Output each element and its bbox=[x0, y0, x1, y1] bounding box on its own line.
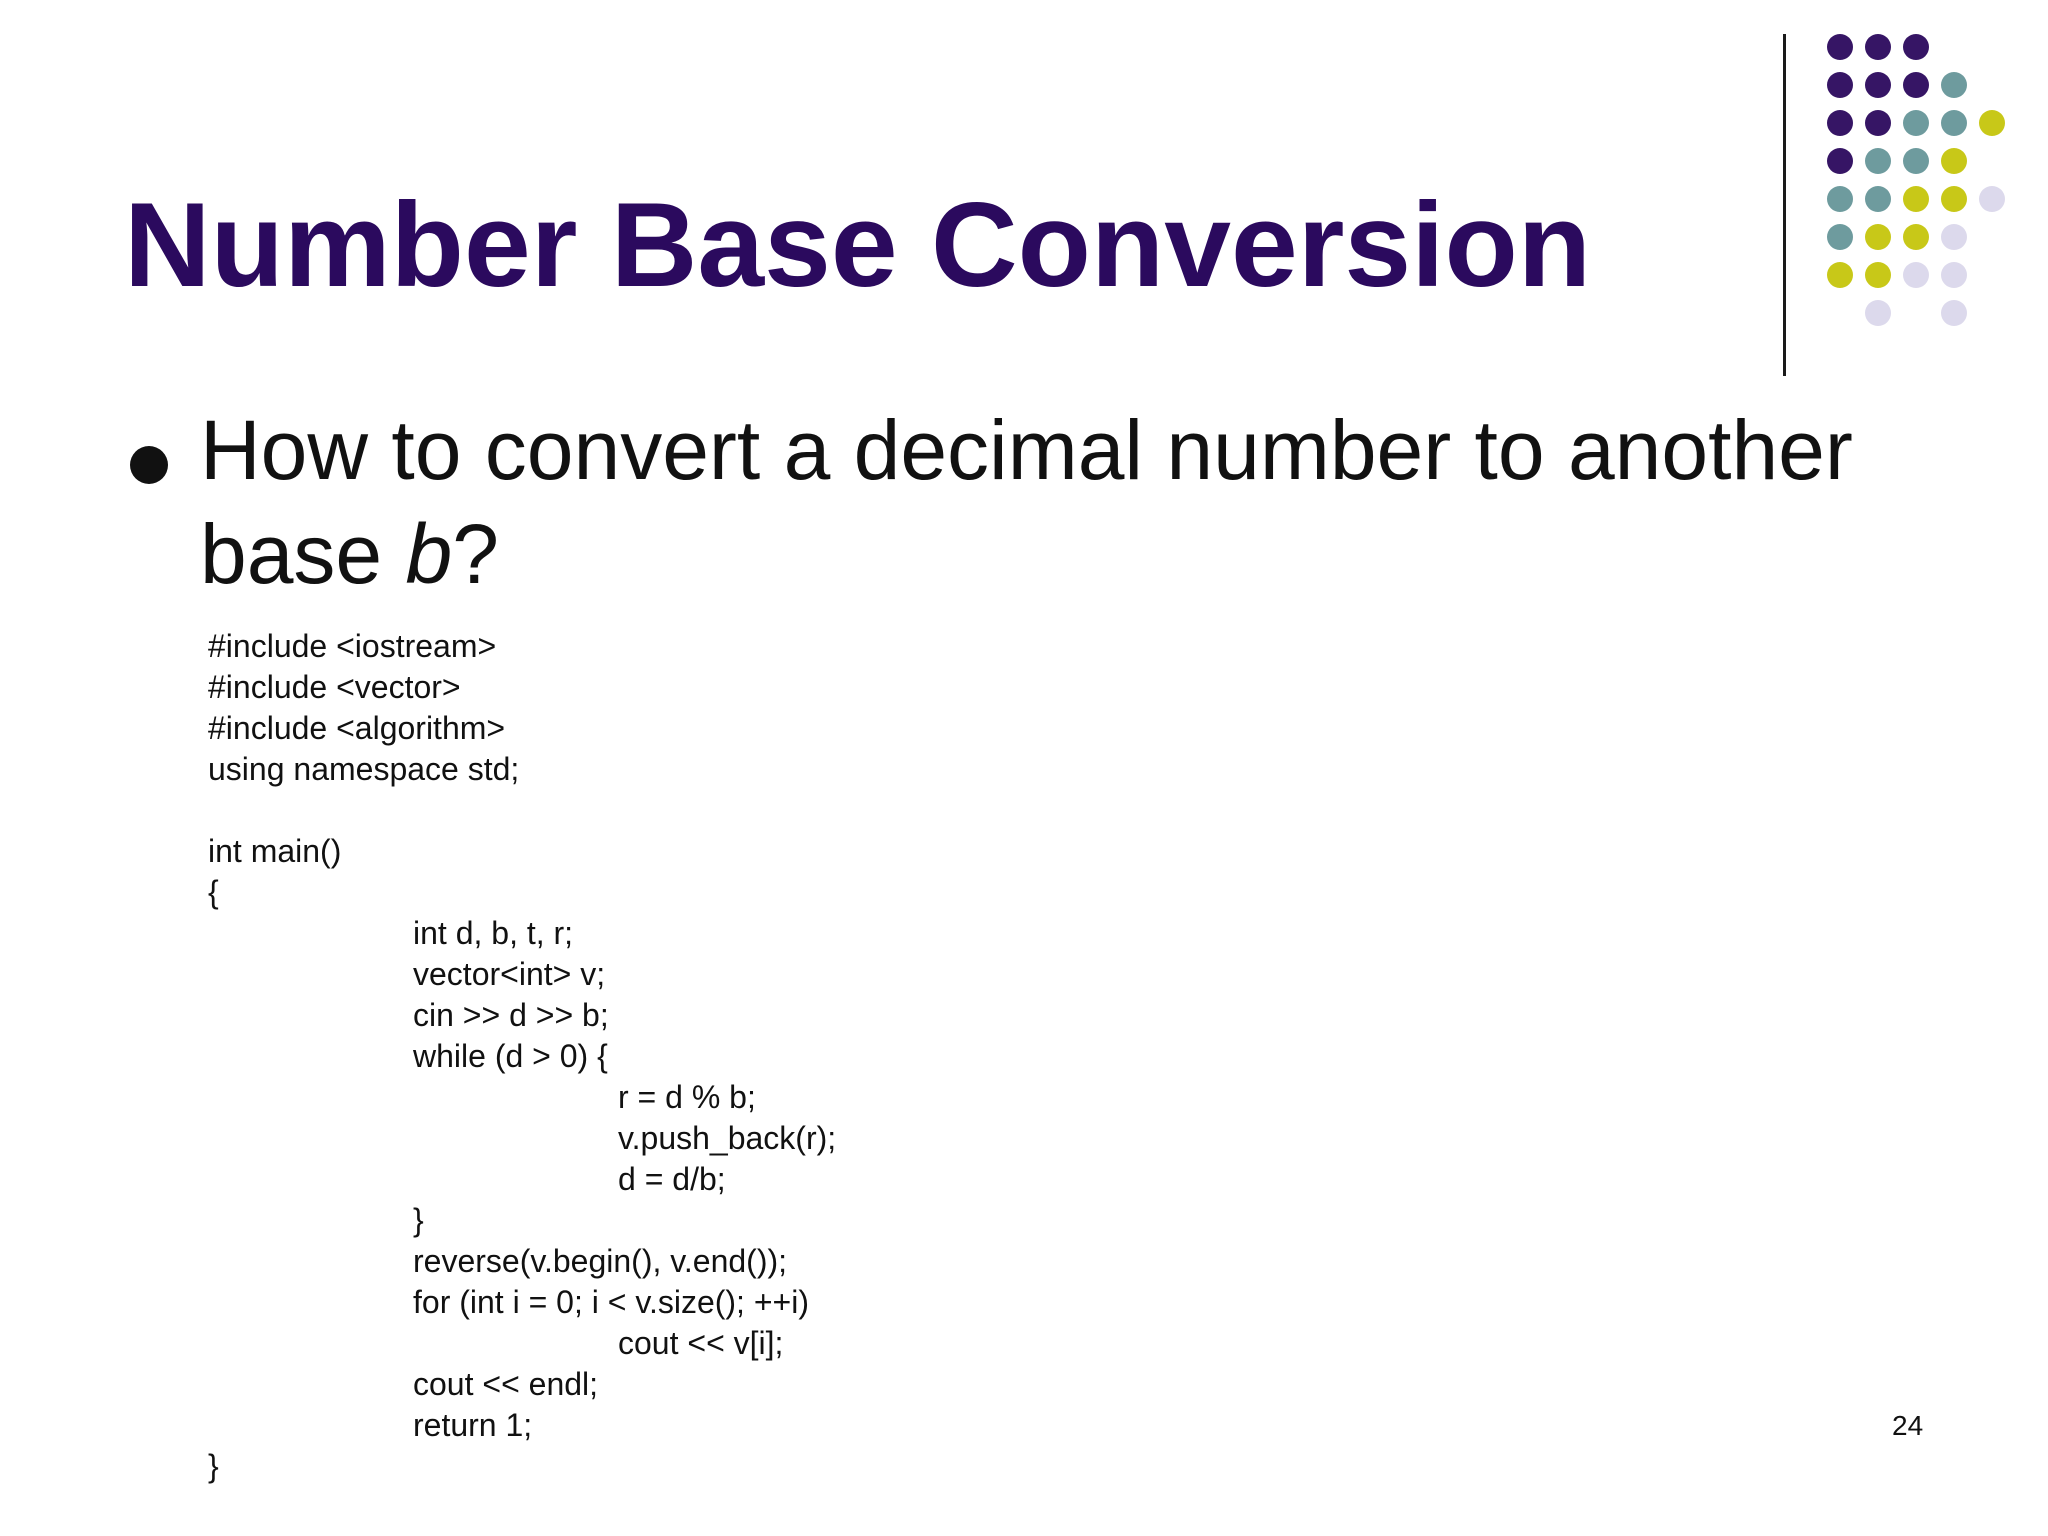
decorative-dot bbox=[1865, 148, 1891, 174]
decorative-dot bbox=[1903, 72, 1929, 98]
decorative-dot bbox=[1903, 34, 1929, 60]
code-line: d = d/b; bbox=[618, 1161, 726, 1197]
code-line: for (int i = 0; i < v.size(); ++i) bbox=[413, 1284, 809, 1320]
decorative-dot bbox=[1903, 262, 1929, 288]
decorative-dot bbox=[1865, 34, 1891, 60]
decorative-dot bbox=[1827, 110, 1853, 136]
code-line: #include <iostream> bbox=[208, 628, 497, 664]
code-line: vector<int> v; bbox=[413, 956, 606, 992]
decorative-dot bbox=[1941, 224, 1967, 250]
decorative-dot bbox=[1941, 300, 1967, 326]
decorative-dot bbox=[1903, 148, 1929, 174]
decorative-dot bbox=[1827, 262, 1853, 288]
code-line: v.push_back(r); bbox=[618, 1120, 837, 1156]
code-line: r = d % b; bbox=[618, 1079, 756, 1115]
code-line: while (d > 0) { bbox=[413, 1038, 608, 1074]
decorative-dot bbox=[1979, 186, 2005, 212]
code-block bbox=[208, 626, 836, 1487]
decorative-dot bbox=[1865, 186, 1891, 212]
decorative-dot bbox=[1865, 300, 1891, 326]
code-line: } bbox=[413, 1202, 424, 1238]
code-line: cout << endl; bbox=[413, 1366, 599, 1402]
bullet-text-end: ? bbox=[452, 507, 499, 601]
page-number: 24 bbox=[1892, 1410, 1924, 1441]
decorative-dot bbox=[1865, 72, 1891, 98]
code-line: return 1; bbox=[413, 1407, 533, 1443]
decorative-dot bbox=[1827, 224, 1853, 250]
decorative-dot bbox=[1865, 224, 1891, 250]
bullet-text-variable: b bbox=[405, 507, 453, 601]
slide-title: Number Base Conversion bbox=[124, 178, 1592, 312]
code-line: cin >> d >> b; bbox=[413, 997, 609, 1033]
decorative-dot bbox=[1827, 148, 1853, 174]
code-line: #include <vector> bbox=[208, 669, 461, 705]
code-line: reverse(v.begin(), v.end()); bbox=[413, 1243, 788, 1279]
decorative-dot bbox=[1827, 186, 1853, 212]
decorative-dot bbox=[1903, 186, 1929, 212]
code-line: cout << v[i]; bbox=[618, 1325, 784, 1361]
code-line: using namespace std; bbox=[208, 751, 520, 787]
code-line bbox=[208, 790, 836, 831]
decorative-dot bbox=[1941, 110, 1967, 136]
bullet-text bbox=[200, 398, 1960, 606]
bullet-marker bbox=[130, 446, 168, 484]
bullet-text-main: How to convert a decimal number to another base bbox=[200, 403, 1853, 601]
decorative-dot bbox=[1865, 110, 1891, 136]
decorative-dot bbox=[1903, 224, 1929, 250]
decorative-dot bbox=[1979, 110, 2005, 136]
code-line: #include <algorithm> bbox=[208, 710, 506, 746]
code-line: } bbox=[208, 1448, 219, 1484]
decorative-dot bbox=[1827, 34, 1853, 60]
decorative-dot bbox=[1865, 262, 1891, 288]
code-line: int d, b, t, r; bbox=[413, 915, 574, 951]
decorative-dot bbox=[1903, 110, 1929, 136]
title-divider-line bbox=[1783, 34, 1786, 376]
code-line: int main() bbox=[208, 833, 342, 869]
decorative-dot bbox=[1941, 186, 1967, 212]
code-line: { bbox=[208, 874, 219, 910]
decorative-dot bbox=[1941, 262, 1967, 288]
decorative-dot bbox=[1941, 72, 1967, 98]
decorative-dot bbox=[1827, 72, 1853, 98]
decorative-dot bbox=[1941, 148, 1967, 174]
